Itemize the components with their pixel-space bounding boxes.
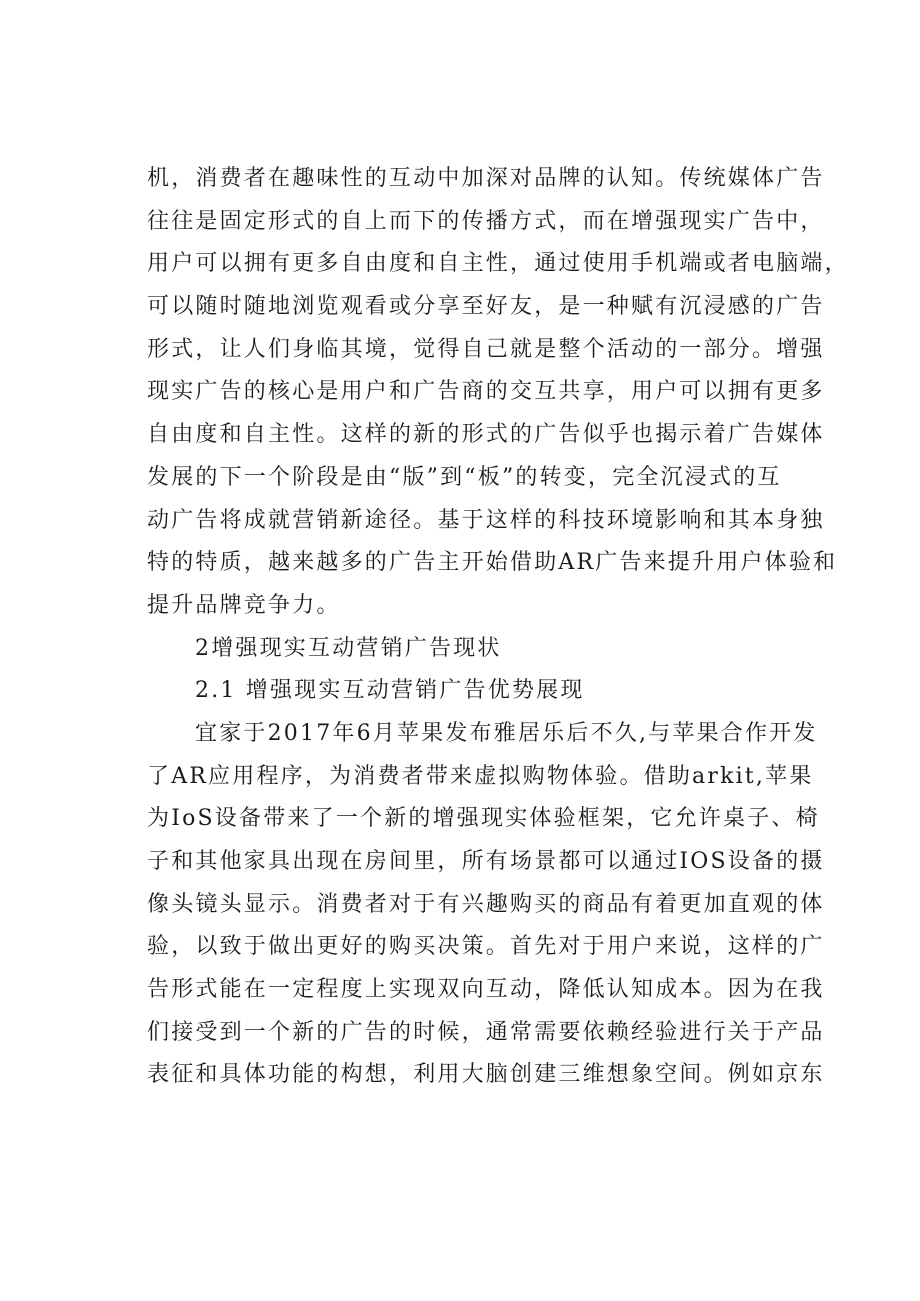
paragraph-line: 用户可以拥有更多自由度和自主性，通过使用手机端或者电脑端， bbox=[147, 251, 849, 277]
paragraph-line: 机，消费者在趣味性的互动中加深对品牌的认知。传统媒体广告 bbox=[147, 166, 825, 191]
paragraph-line: 为IoS设备带来了一个新的增强现实体验框架，它允许桌子、椅 bbox=[147, 806, 820, 832]
paragraph-line: 特的特质，越来越多的广告主开始借助AR广告来提升用户体验和 bbox=[147, 550, 838, 576]
subsection-heading: 2.1 增强现实互动营销广告优势展现 bbox=[195, 678, 585, 704]
paragraph-line: 告形式能在一定程度上实现双向互动，降低认知成本。因为在我 bbox=[147, 977, 825, 1003]
paragraph-line: 子和其他家具出现在房间里，所有场景都可以通过IOS设备的摄 bbox=[147, 849, 825, 874]
paragraph-line: 了AR应用程序，为消费者带来虚拟购物体验。借助arkit,苹果 bbox=[147, 763, 814, 789]
paragraph-line: 往往是固定形式的自上而下的传播方式，而在增强现实广告中， bbox=[147, 208, 825, 234]
paragraph-line: 验，以致于做出更好的购买决策。首先对于用户来说，这样的广 bbox=[147, 934, 825, 960]
paragraph-line: 发展的下一个阶段是由“版”到“板”的转变，完全沉浸式的互 bbox=[147, 464, 782, 490]
paragraph-line: 表征和具体功能的构想，利用大脑创建三维想象空间。例如京东 bbox=[147, 1062, 825, 1088]
paragraph-line: 像头镜头显示。消费者对于有兴趣购买的商品有着更加直观的体 bbox=[147, 891, 825, 917]
body-text bbox=[147, 158, 849, 1097]
paragraph-line: 提升品牌竞争力。 bbox=[147, 592, 341, 618]
paragraph-line: 宜家于2017年6月苹果发布雅居乐后不久,与苹果合作开发 bbox=[195, 720, 818, 746]
paragraph-line: 可以随时随地浏览观看或分享至好友，是一种赋有沉浸感的广告 bbox=[147, 294, 825, 320]
section-heading: 2增强现实互动营销广告现状 bbox=[195, 635, 502, 661]
paragraph-line: 现实广告的核心是用户和广告商的交互共享，用户可以拥有更多 bbox=[147, 379, 825, 405]
paragraph-line: 形式，让人们身临其境，觉得自己就是整个活动的一部分。增强 bbox=[147, 336, 825, 362]
paragraph-line: 自由度和自主性。这样的新的形式的广告似乎也揭示着广告媒体 bbox=[147, 422, 825, 448]
paragraph-line: 动广告将成就营销新途径。基于这样的科技环境影响和其本身独 bbox=[147, 507, 825, 533]
paragraph-line: 们接受到一个新的广告的时候，通常需要依赖经验进行关于产品 bbox=[147, 1019, 825, 1045]
